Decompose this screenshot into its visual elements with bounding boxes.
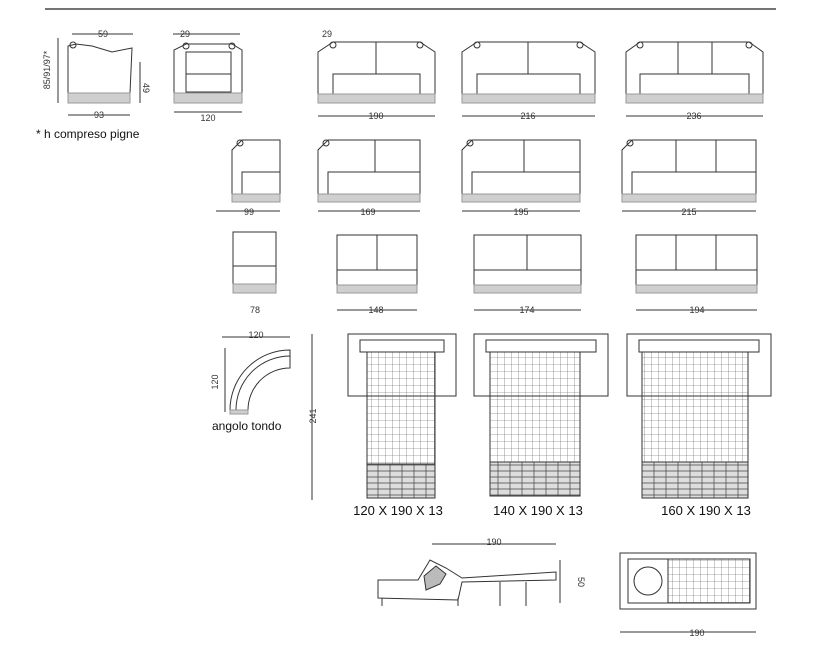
corner-label: angolo tondo	[212, 419, 282, 433]
dim-module-3: 174	[519, 305, 535, 315]
module-194	[636, 235, 757, 310]
corner-round	[222, 337, 290, 414]
chaise-195	[462, 140, 580, 211]
bed-size-1: 120 X 190 X 13	[353, 503, 443, 518]
module-78	[233, 232, 276, 293]
dim-armchair-seat-height: 49	[141, 82, 151, 94]
sofa-236	[626, 42, 763, 116]
height-note: * h compreso pigne	[36, 127, 140, 141]
dim-module-2: 148	[368, 305, 384, 315]
chaise-215	[622, 140, 756, 211]
dim-bed-open-length: 241	[308, 408, 318, 424]
sofa-190	[318, 29, 435, 116]
dim-module-4: 194	[689, 305, 705, 315]
mechanism-side-view	[378, 544, 560, 606]
bed-size-2: 140 X 190 X 13	[493, 503, 583, 518]
dim-sofa-1: 190	[368, 111, 384, 121]
chaise-99	[216, 140, 280, 211]
dim-armchair-arm: 29	[180, 29, 191, 39]
dim-chaise-3: 195	[513, 207, 529, 217]
armchair-side-view	[58, 29, 140, 115]
dim-sofa-arm: 29	[322, 29, 333, 39]
dim-sofa-3: 236	[686, 111, 702, 121]
sofabed-120	[348, 334, 456, 498]
mechanism-top-view	[620, 553, 756, 632]
sofabed-160	[627, 334, 771, 498]
dim-chaise-1: 99	[243, 207, 255, 217]
sofa-216	[462, 42, 595, 116]
dim-armchair-width: 120	[200, 113, 216, 123]
module-148	[337, 235, 417, 310]
dim-mechanism-height: 50	[576, 576, 586, 588]
sofabed-140	[474, 334, 608, 496]
dim-chaise-2: 169	[360, 207, 376, 217]
dim-mechanism-length: 190	[486, 537, 502, 547]
dim-sofa-2: 216	[520, 111, 536, 121]
dim-corner-width: 120	[248, 330, 264, 340]
dim-armchair-depth-bottom: 93	[93, 110, 105, 120]
dim-armchair-height: 85/91/97*	[42, 50, 52, 90]
armchair-front-view	[173, 29, 242, 112]
dim-module-1: 78	[249, 305, 261, 315]
module-174	[474, 235, 581, 310]
bed-size-3: 160 X 190 X 13	[661, 503, 751, 518]
dim-armchair-depth-top: 59	[97, 29, 109, 39]
dim-chaise-4: 215	[681, 207, 697, 217]
dim-mechanism-top-length: 190	[689, 628, 705, 638]
dim-corner-depth: 120	[210, 374, 220, 390]
chaise-169	[318, 140, 420, 211]
